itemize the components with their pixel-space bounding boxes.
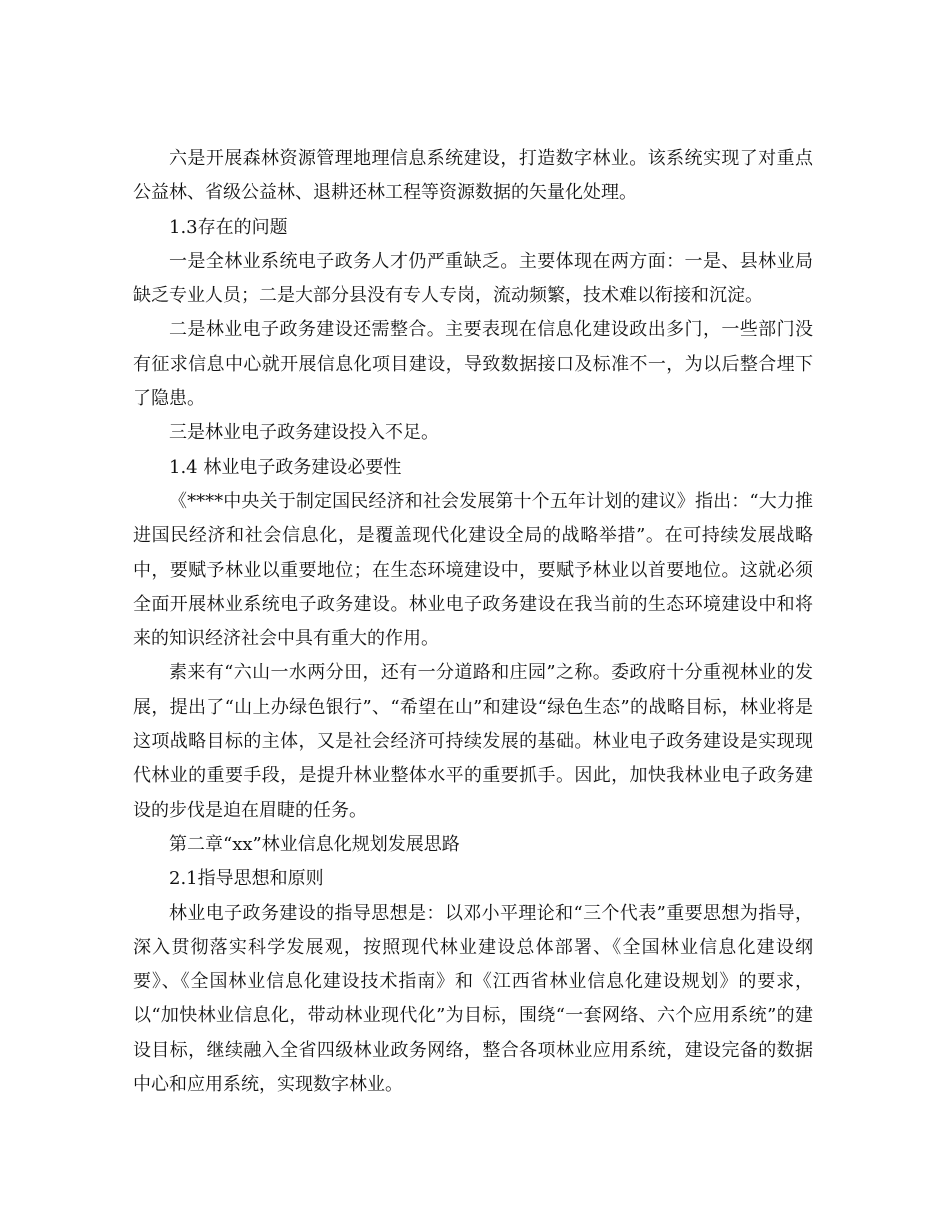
section-heading-1-3: 1.3存在的问题 (169, 216, 288, 238)
paragraph-problem-talent: 一是全林业系统电子政务人才仍严重缺乏。主要体现在两方面：一是、县林业局缺乏专业人员；二是大部分县没有专人专岗，流动频繁，技术难以衔接和沉淀。 (133, 250, 813, 307)
chapter-heading-2: 第二章“xx”林业信息化规划发展思路 (169, 833, 460, 855)
section-heading-2-1: 2.1指导思想和原则 (169, 868, 324, 890)
section-heading-1-4: 1.4 林业电子政务建设必要性 (169, 456, 402, 478)
paragraph-digital-forestry: 六是开展森林资源管理地理信息系统建设，打造数字林业。该系统实现了对重点公益林、省级公益林、退耕还林工程等资源数据的矢量化处理。 (133, 148, 813, 204)
paragraph-guiding-principles: 林业电子政务建设的指导思想是：以邓小平理论和“三个代表”重要思想为指导，深入贯彻落实科学发展观，按照现代林业建设总体部署、《全国林业信息化建设纲要》、《全国林业信息化建设技术指南》和《江西省林业信息化建设规划》的要求，以“加快林业信息化，带动林业现代化”为目标，围绕“一套网络、六个应用系统”的建设目标，继续融入全省四级林业政务网络，整合各项林业应用系统，建设完备的数据中心和应用系统，实现数字林业。 (133, 902, 813, 1096)
paragraph-necessity-policy: 《****中央关于制定国民经济和社会发展第十个五年计划的建议》指出：“大力推进国民经济和社会信息化，是覆盖现代化建设全局的战略举措”。在可持续发展战略中，要赋予林业以重要地位；在生态环境建设中，要赋予林业以首要地位。这就必须全面开展林业系统电子政务建设。林业电子政务建设在我当前的生态环境建设中和将来的知识经济社会中具有重大的作用。 (133, 490, 813, 650)
paragraph-necessity-region: 素来有“六山一水两分田，还有一分道路和庄园”之称。委政府十分重视林业的发展，提出了“山上办绿色银行”、“希望在山”和建设“绿色生态”的战略目标，林业将是这项战略目标的主体，又是社会经济可持续发展的基础。林业电子政务建设是实现现代林业的重要手段，是提升林业整体水平的重要抓手。因此，加快我林业电子政务建设的步伐是迫在眉睫的任务。 (133, 662, 813, 821)
paragraph-problem-integration: 二是林业电子政务建设还需整合。主要表现在信息化建设政出多门，一些部门没有征求信息中心就开展信息化项目建设，导致数据接口及标准不一，为以后整合埋下了隐患。 (133, 319, 813, 410)
paragraph-problem-investment: 三是林业电子政务建设投入不足。 (169, 422, 439, 444)
document-body (133, 142, 813, 1102)
